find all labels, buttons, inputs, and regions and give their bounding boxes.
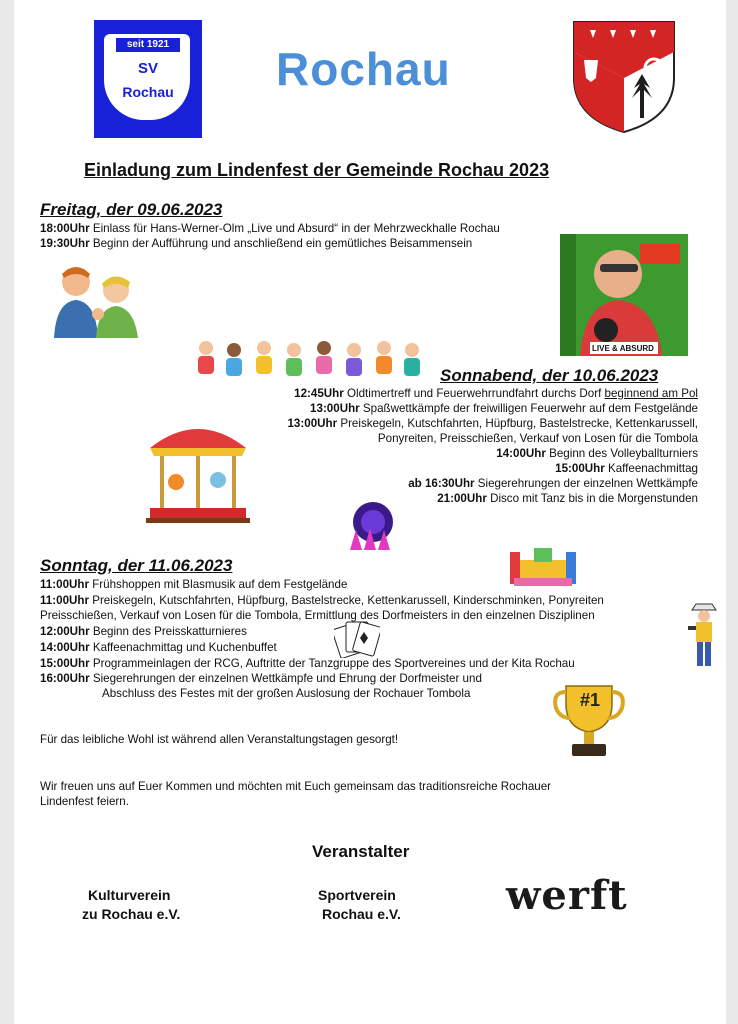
event-time: 16:00Uhr xyxy=(40,672,90,685)
event-text: Ponyreiten, Preisschießen, Verkauf von Losen für die Tombola xyxy=(377,432,698,445)
organizer-kulturverein-line-2: zu Rochau e.V. xyxy=(82,906,181,922)
friday-event-2 xyxy=(40,237,472,251)
poster-badge: LIVE & ABSURD xyxy=(592,344,654,353)
event-text: Kaffeenachmittag und Kuchenbuffet xyxy=(89,641,277,654)
sunday-title: Sonntag, der 11.06.2023 xyxy=(40,556,233,575)
carousel-icon xyxy=(146,418,250,524)
playing-cards-icon xyxy=(334,618,380,658)
event-text: Frühshoppen mit Blasmusik auf dem Festgelände xyxy=(88,578,348,591)
coat-of-arms-icon xyxy=(570,18,678,134)
organizer-sportverein-line-1: Sportverein xyxy=(318,887,396,903)
saturday-title: Sonnabend, der 10.06.2023 xyxy=(440,366,659,385)
sunday-event-5 xyxy=(40,657,575,671)
logo-name: Rochau xyxy=(122,84,174,100)
event-text: Spaßwettkämpfe der freiwilligen Feuerwehr auf dem Festgelände xyxy=(359,402,698,415)
sv-rochau-logo xyxy=(94,20,202,138)
event-time: ab 16:30Uhr xyxy=(408,477,475,490)
disco-dancers-icon xyxy=(346,500,400,550)
invite-line-1: Wir freuen uns auf Euer Kommen und möchten mit Euch gemeinsam das traditionsreiche Rochauer xyxy=(40,780,552,793)
event-text: Preiskegeln, Kutschfahrten, Hüpfburg, Bastelstrecke, Kettenkarussell, xyxy=(337,417,698,430)
main-title: Einladung zum Lindenfest der Gemeinde Rochau 2023 xyxy=(84,160,550,180)
event-text: Beginn des Preisskatturnieres xyxy=(89,625,247,638)
children-row-icon xyxy=(192,338,424,386)
event-time: 12:00Uhr xyxy=(40,625,90,638)
organizer-sportverein-line-2: Rochau e.V. xyxy=(322,906,401,922)
event-text: Beginn des Volleyballturniers xyxy=(545,447,698,460)
food-note: Für das leibliche Wohl ist während allen Veranstaltungstagen gesorgt! xyxy=(40,733,399,746)
event-time: 12:45Uhr xyxy=(294,387,344,400)
event-text: Programmeinlagen der RCG, Auftritte der Tanzgruppe des Sportvereines und der Kita Rochau xyxy=(89,657,575,670)
event-text: Kaffeenachmittag xyxy=(604,462,698,475)
saturday-event-7 xyxy=(437,492,698,506)
event-text: Einlass für Hans-Werner-Olm „Live und Absurd“ in der Mehrzweckhalle Rochau xyxy=(89,222,500,235)
event-text: Siegerehrungen der einzelnen Wettkämpfe xyxy=(474,477,698,490)
bouncy-castle-icon xyxy=(510,546,576,588)
event-time: 11:00Uhr xyxy=(40,594,89,607)
event-time: 13:00Uhr xyxy=(310,402,360,415)
event-text: Preisschießen, Verkauf von Losen für die Tombola, Ermittlung des Dorfmeisters in den einzelnen Disziplinen xyxy=(40,609,595,622)
event-time: 14:00Uhr xyxy=(496,447,546,460)
saturday-event-6 xyxy=(408,477,698,491)
invitation-sheet xyxy=(14,0,726,1024)
saturday-event-3 xyxy=(287,417,698,431)
trophy-label: #1 xyxy=(580,690,601,710)
event-text: Beginn der Aufführung und anschließend ein gemütliches Beisammensein xyxy=(89,237,473,250)
event-text: Preiskegeln, Kutschfahrten, Hüpfburg, Bastelstrecke, Kettenkarussell, Kinderschminken, Ponyreiten xyxy=(88,594,604,607)
saturday-event-2 xyxy=(310,402,698,416)
sunday-event-4 xyxy=(40,641,277,655)
friday-event-1 xyxy=(40,222,500,236)
show-poster-image xyxy=(560,234,688,356)
sunday-event-3 xyxy=(40,625,247,639)
sunday-event-1 xyxy=(40,578,347,592)
logo-sv: SV xyxy=(137,60,158,77)
sunday-event-2 xyxy=(40,594,604,608)
saturday-event-4 xyxy=(496,447,698,461)
event-text: Siegerehrungen der einzelnen Wettkämpfe und Ehrung der Dorfmeister und xyxy=(89,672,482,685)
event-time: 11:00Uhr xyxy=(40,578,89,591)
sunday-event-6-cont xyxy=(102,687,470,701)
people-cartoon-icon xyxy=(48,262,144,338)
event-location-link: beginnend am Pol xyxy=(604,387,698,400)
event-time: 19:30Uhr xyxy=(40,237,90,250)
logo-year: seit 1921 xyxy=(116,38,180,52)
saturday-event-1 xyxy=(294,387,698,401)
sunday-event-2-cont xyxy=(40,609,595,623)
event-time: 15:00Uhr xyxy=(40,657,90,670)
event-text: Disco mit Tanz bis in die Morgenstunden xyxy=(486,492,698,505)
event-time: 15:00Uhr xyxy=(555,462,605,475)
event-time: 14:00Uhr xyxy=(40,641,90,654)
werft-logo: werft xyxy=(506,872,628,919)
organizers-heading: Veranstalter xyxy=(312,842,410,861)
saturday-event-3-cont xyxy=(378,432,698,446)
event-text: Abschluss des Festes mit der großen Auslosung der Rochauer Tombola xyxy=(102,687,471,700)
friday-title: Freitag, der 09.06.2023 xyxy=(40,200,223,219)
invite-line-2: Lindenfest feiern. xyxy=(40,795,129,808)
organizer-kulturverein-line-1: Kulturverein xyxy=(88,887,171,903)
event-text: Oldtimertreff und Feuerwehrrundfahrt durchs Dorf xyxy=(343,387,605,400)
event-time: 21:00Uhr xyxy=(437,492,487,505)
cowboy-cartoon-icon xyxy=(686,600,722,670)
saturday-event-5 xyxy=(555,462,698,476)
town-title: Rochau xyxy=(276,43,451,95)
event-time: 18:00Uhr xyxy=(40,222,90,235)
sunday-event-6 xyxy=(40,672,482,686)
event-time: 13:00Uhr xyxy=(287,417,338,430)
